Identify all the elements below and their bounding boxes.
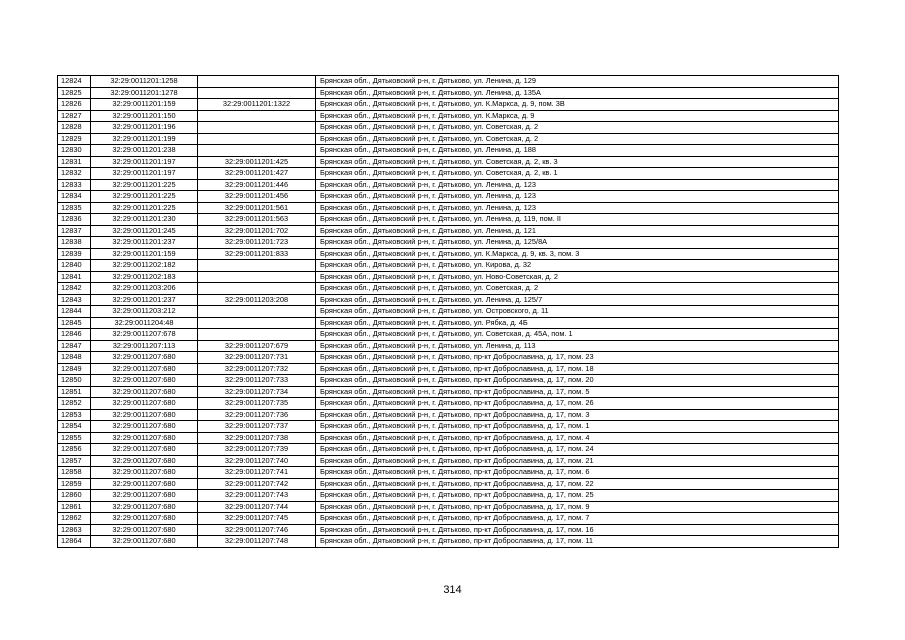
cadastral-number-cell: 32:29:0011207:680 bbox=[91, 375, 198, 387]
object-cadastral-number-cell: 32:29:0011201:427 bbox=[198, 168, 316, 180]
record-number-cell: 12852 bbox=[58, 398, 91, 410]
table-row bbox=[58, 179, 839, 191]
cadastral-number-cell: 32:29:0011201:159 bbox=[91, 248, 198, 260]
object-cadastral-number-cell: 32:29:0011207:746 bbox=[198, 524, 316, 536]
table-row bbox=[58, 478, 839, 490]
record-number-cell: 12864 bbox=[58, 536, 91, 548]
record-number-cell: 12841 bbox=[58, 271, 91, 283]
record-number-cell: 12846 bbox=[58, 329, 91, 341]
address-cell: Брянская обл., Дятьковский р-н, г. Дятьково, ул. Ленина, д. 188 bbox=[316, 145, 839, 157]
record-number-cell: 12855 bbox=[58, 432, 91, 444]
record-number-cell: 12857 bbox=[58, 455, 91, 467]
object-cadastral-number-cell: 32:29:0011207:743 bbox=[198, 490, 316, 502]
address-cell: Брянская обл., Дятьковский р-н, г. Дятьково, ул. Советская, д. 2, кв. 1 bbox=[316, 168, 839, 180]
object-cadastral-number-cell: 32:29:0011207:733 bbox=[198, 375, 316, 387]
address-cell: Брянская обл., Дятьковский р-н, г. Дятьково, ул. Советская, д. 2 bbox=[316, 133, 839, 145]
address-cell: Брянская обл., Дятьковский р-н, г. Дятьково, пр-кт Доброславина, д. 17, пом. 4 bbox=[316, 432, 839, 444]
table-row bbox=[58, 409, 839, 421]
object-cadastral-number-cell: 32:29:0011207:732 bbox=[198, 363, 316, 375]
table-row bbox=[58, 99, 839, 111]
address-cell: Брянская обл., Дятьковский р-н, г. Дятьково, ул. Ленина, д. 125/8А bbox=[316, 237, 839, 249]
address-cell: Брянская обл., Дятьковский р-н, г. Дятьково, ул. К.Маркса, д. 9, пом. 3В bbox=[316, 99, 839, 111]
cadastral-number-cell: 32:29:0011201:159 bbox=[91, 99, 198, 111]
object-cadastral-number-cell: 32:29:0011207:739 bbox=[198, 444, 316, 456]
record-number-cell: 12861 bbox=[58, 501, 91, 513]
cadastral-number-cell: 32:29:0011207:680 bbox=[91, 432, 198, 444]
address-cell: Брянская обл., Дятьковский р-н, г. Дятьково, пр-кт Доброславина, д. 17, пом. 24 bbox=[316, 444, 839, 456]
table-row bbox=[58, 536, 839, 548]
object-cadastral-number-cell: 32:29:0011207:744 bbox=[198, 501, 316, 513]
cadastral-number-cell: 32:29:0011201:237 bbox=[91, 294, 198, 306]
table-row bbox=[58, 168, 839, 180]
table-row bbox=[58, 191, 839, 203]
object-cadastral-number-cell: 32:29:0011207:737 bbox=[198, 421, 316, 433]
table-row bbox=[58, 329, 839, 341]
record-number-cell: 12825 bbox=[58, 87, 91, 99]
cadastral-number-cell: 32:29:0011201:225 bbox=[91, 202, 198, 214]
record-number-cell: 12839 bbox=[58, 248, 91, 260]
object-cadastral-number-cell bbox=[198, 271, 316, 283]
object-cadastral-number-cell: 32:29:0011201:561 bbox=[198, 202, 316, 214]
cadastral-number-cell: 32:29:0011207:680 bbox=[91, 386, 198, 398]
address-cell: Брянская обл., Дятьковский р-н, г. Дятьково, ул. Ленина, д. 123 bbox=[316, 202, 839, 214]
address-cell: Брянская обл., Дятьковский р-н, г. Дятьково, ул. Советская, д. 2 bbox=[316, 122, 839, 134]
record-number-cell: 12829 bbox=[58, 133, 91, 145]
cadastral-number-cell: 32:29:0011203:212 bbox=[91, 306, 198, 318]
table-row bbox=[58, 363, 839, 375]
address-cell: Брянская обл., Дятьковский р-н, г. Дятьково, пр-кт Доброславина, д. 17, пом. 1 bbox=[316, 421, 839, 433]
object-cadastral-number-cell: 32:29:0011201:425 bbox=[198, 156, 316, 168]
table-row bbox=[58, 432, 839, 444]
address-cell: Брянская обл., Дятьковский р-н, г. Дятьково, ул. Ленина, д. 113 bbox=[316, 340, 839, 352]
cadastral-number-cell: 32:29:0011201:196 bbox=[91, 122, 198, 134]
object-cadastral-number-cell: 32:29:0011201:833 bbox=[198, 248, 316, 260]
record-number-cell: 12844 bbox=[58, 306, 91, 318]
address-cell: Брянская обл., Дятьковский р-н, г. Дятьково, ул. К.Маркса, д. 9 bbox=[316, 110, 839, 122]
cadastral-number-cell: 32:29:0011207:680 bbox=[91, 467, 198, 479]
record-number-cell: 12831 bbox=[58, 156, 91, 168]
cadastral-number-cell: 32:29:0011204:48 bbox=[91, 317, 198, 329]
cadastral-number-cell: 32:29:0011207:680 bbox=[91, 455, 198, 467]
cadastral-number-cell: 32:29:0011202:183 bbox=[91, 271, 198, 283]
cadastral-number-cell: 32:29:0011207:678 bbox=[91, 329, 198, 341]
property-registry-table bbox=[57, 75, 839, 548]
address-cell: Брянская обл., Дятьковский р-н, г. Дятьково, ул. Ленина, д. 119, пом. II bbox=[316, 214, 839, 226]
object-cadastral-number-cell: 32:29:0011201:446 bbox=[198, 179, 316, 191]
address-cell: Брянская обл., Дятьковский р-н, г. Дятьково, пр-кт Доброславина, д. 17, пом. 22 bbox=[316, 478, 839, 490]
record-number-cell: 12851 bbox=[58, 386, 91, 398]
table-row bbox=[58, 294, 839, 306]
table-row bbox=[58, 421, 839, 433]
cadastral-number-cell: 32:29:0011202:182 bbox=[91, 260, 198, 272]
address-cell: Брянская обл., Дятьковский р-н, г. Дятьково, ул. Советская, д. 2 bbox=[316, 283, 839, 295]
table-row bbox=[58, 145, 839, 157]
cadastral-number-cell: 32:29:0011207:680 bbox=[91, 524, 198, 536]
cadastral-number-cell: 32:29:0011201:199 bbox=[91, 133, 198, 145]
cadastral-number-cell: 32:29:0011207:680 bbox=[91, 444, 198, 456]
table-row bbox=[58, 76, 839, 88]
table-row bbox=[58, 214, 839, 226]
object-cadastral-number-cell: 32:29:0011207:741 bbox=[198, 467, 316, 479]
table-row bbox=[58, 490, 839, 502]
record-number-cell: 12847 bbox=[58, 340, 91, 352]
record-number-cell: 12848 bbox=[58, 352, 91, 364]
cadastral-number-cell: 32:29:0011207:680 bbox=[91, 421, 198, 433]
address-cell: Брянская обл., Дятьковский р-н, г. Дятьково, ул. Ленина, д. 123 bbox=[316, 179, 839, 191]
record-number-cell: 12850 bbox=[58, 375, 91, 387]
table-row bbox=[58, 133, 839, 145]
cadastral-number-cell: 32:29:0011207:680 bbox=[91, 536, 198, 548]
object-cadastral-number-cell bbox=[198, 329, 316, 341]
cadastral-number-cell: 32:29:0011207:680 bbox=[91, 398, 198, 410]
registry-table-body bbox=[58, 76, 839, 548]
record-number-cell: 12827 bbox=[58, 110, 91, 122]
cadastral-number-cell: 32:29:0011201:225 bbox=[91, 191, 198, 203]
object-cadastral-number-cell: 32:29:0011207:748 bbox=[198, 536, 316, 548]
table-row bbox=[58, 513, 839, 525]
address-cell: Брянская обл., Дятьковский р-н, г. Дятьково, ул. Кирова, д. 32 bbox=[316, 260, 839, 272]
address-cell: Брянская обл., Дятьковский р-н, г. Дятьково, пр-кт Доброславина, д. 17, пом. 5 bbox=[316, 386, 839, 398]
record-number-cell: 12856 bbox=[58, 444, 91, 456]
record-number-cell: 12838 bbox=[58, 237, 91, 249]
table-row bbox=[58, 122, 839, 134]
record-number-cell: 12863 bbox=[58, 524, 91, 536]
address-cell: Брянская обл., Дятьковский р-н, г. Дятьково, ул. Советская, д. 2, кв. 3 bbox=[316, 156, 839, 168]
record-number-cell: 12842 bbox=[58, 283, 91, 295]
record-number-cell: 12862 bbox=[58, 513, 91, 525]
object-cadastral-number-cell: 32:29:0011201:456 bbox=[198, 191, 316, 203]
cadastral-number-cell: 32:29:0011203:206 bbox=[91, 283, 198, 295]
table-row bbox=[58, 156, 839, 168]
object-cadastral-number-cell: 32:29:0011201:1322 bbox=[198, 99, 316, 111]
record-number-cell: 12836 bbox=[58, 214, 91, 226]
object-cadastral-number-cell: 32:29:0011207:738 bbox=[198, 432, 316, 444]
table-row bbox=[58, 375, 839, 387]
address-cell: Брянская обл., Дятьковский р-н, г. Дятьково, ул. Ленина, д. 129 bbox=[316, 76, 839, 88]
address-cell: Брянская обл., Дятьковский р-н, г. Дятьково, ул. Ленина, д. 125/7 bbox=[316, 294, 839, 306]
cadastral-number-cell: 32:29:0011201:1258 bbox=[91, 76, 198, 88]
address-cell: Брянская обл., Дятьковский р-н, г. Дятьково, ул. К.Маркса, д. 9, кв. 3, пом. 3 bbox=[316, 248, 839, 260]
address-cell: Брянская обл., Дятьковский р-н, г. Дятьково, ул. Рябка, д. 4Б bbox=[316, 317, 839, 329]
table-row bbox=[58, 306, 839, 318]
record-number-cell: 12824 bbox=[58, 76, 91, 88]
address-cell: Брянская обл., Дятьковский р-н, г. Дятьково, пр-кт Доброславина, д. 17, пом. 3 bbox=[316, 409, 839, 421]
address-cell: Брянская обл., Дятьковский р-н, г. Дятьково, ул. Ленина, д. 123 bbox=[316, 191, 839, 203]
address-cell: Брянская обл., Дятьковский р-н, г. Дятьково, пр-кт Доброславина, д. 17, пом. 21 bbox=[316, 455, 839, 467]
record-number-cell: 12828 bbox=[58, 122, 91, 134]
cadastral-number-cell: 32:29:0011207:113 bbox=[91, 340, 198, 352]
table-row bbox=[58, 260, 839, 272]
object-cadastral-number-cell bbox=[198, 317, 316, 329]
address-cell: Брянская обл., Дятьковский р-н, г. Дятьково, пр-кт Доброславина, д. 17, пом. 25 bbox=[316, 490, 839, 502]
page-number: 314 bbox=[443, 584, 462, 596]
object-cadastral-number-cell bbox=[198, 110, 316, 122]
object-cadastral-number-cell bbox=[198, 87, 316, 99]
cadastral-number-cell: 32:29:0011201:237 bbox=[91, 237, 198, 249]
table-row bbox=[58, 386, 839, 398]
object-cadastral-number-cell bbox=[198, 306, 316, 318]
cadastral-number-cell: 32:29:0011207:680 bbox=[91, 501, 198, 513]
object-cadastral-number-cell: 32:29:0011207:679 bbox=[198, 340, 316, 352]
cadastral-number-cell: 32:29:0011201:230 bbox=[91, 214, 198, 226]
table-row bbox=[58, 110, 839, 122]
cadastral-number-cell: 32:29:0011201:245 bbox=[91, 225, 198, 237]
address-cell: Брянская обл., Дятьковский р-н, г. Дятьково, пр-кт Доброславина, д. 17, пом. 18 bbox=[316, 363, 839, 375]
record-number-cell: 12834 bbox=[58, 191, 91, 203]
object-cadastral-number-cell bbox=[198, 76, 316, 88]
record-number-cell: 12860 bbox=[58, 490, 91, 502]
table-row bbox=[58, 271, 839, 283]
table-row bbox=[58, 87, 839, 99]
cadastral-number-cell: 32:29:0011207:680 bbox=[91, 363, 198, 375]
address-cell: Брянская обл., Дятьковский р-н, г. Дятьково, пр-кт Доброславина, д. 17, пом. 6 bbox=[316, 467, 839, 479]
object-cadastral-number-cell: 32:29:0011207:734 bbox=[198, 386, 316, 398]
cadastral-number-cell: 32:29:0011207:680 bbox=[91, 490, 198, 502]
object-cadastral-number-cell: 32:29:0011207:731 bbox=[198, 352, 316, 364]
record-number-cell: 12840 bbox=[58, 260, 91, 272]
record-number-cell: 12837 bbox=[58, 225, 91, 237]
address-cell: Брянская обл., Дятьковский р-н, г. Дятьково, ул. Ново-Советская, д. 2 bbox=[316, 271, 839, 283]
table-row bbox=[58, 225, 839, 237]
cadastral-number-cell: 32:29:0011207:680 bbox=[91, 513, 198, 525]
record-number-cell: 12858 bbox=[58, 467, 91, 479]
address-cell: Брянская обл., Дятьковский р-н, г. Дятьково, пр-кт Доброславина, д. 17, пом. 11 bbox=[316, 536, 839, 548]
table-row bbox=[58, 501, 839, 513]
table-row bbox=[58, 202, 839, 214]
record-number-cell: 12853 bbox=[58, 409, 91, 421]
table-row bbox=[58, 352, 839, 364]
address-cell: Брянская обл., Дятьковский р-н, г. Дятьково, пр-кт Доброславина, д. 17, пом. 26 bbox=[316, 398, 839, 410]
cadastral-number-cell: 32:29:0011201:197 bbox=[91, 156, 198, 168]
object-cadastral-number-cell: 32:29:0011207:736 bbox=[198, 409, 316, 421]
cadastral-number-cell: 32:29:0011201:150 bbox=[91, 110, 198, 122]
object-cadastral-number-cell bbox=[198, 133, 316, 145]
cadastral-number-cell: 32:29:0011201:197 bbox=[91, 168, 198, 180]
object-cadastral-number-cell: 32:29:0011207:740 bbox=[198, 455, 316, 467]
record-number-cell: 12854 bbox=[58, 421, 91, 433]
record-number-cell: 12833 bbox=[58, 179, 91, 191]
record-number-cell: 12832 bbox=[58, 168, 91, 180]
address-cell: Брянская обл., Дятьковский р-н, г. Дятьково, пр-кт Доброславина, д. 17, пом. 9 bbox=[316, 501, 839, 513]
cadastral-number-cell: 32:29:0011207:680 bbox=[91, 478, 198, 490]
cadastral-number-cell: 32:29:0011201:1278 bbox=[91, 87, 198, 99]
record-number-cell: 12845 bbox=[58, 317, 91, 329]
object-cadastral-number-cell bbox=[198, 283, 316, 295]
table-row bbox=[58, 524, 839, 536]
table-row bbox=[58, 283, 839, 295]
table-row bbox=[58, 340, 839, 352]
object-cadastral-number-cell: 32:29:0011207:735 bbox=[198, 398, 316, 410]
record-number-cell: 12835 bbox=[58, 202, 91, 214]
table-row bbox=[58, 237, 839, 249]
address-cell: Брянская обл., Дятьковский р-н, г. Дятьково, пр-кт Доброславина, д. 17, пом. 7 bbox=[316, 513, 839, 525]
object-cadastral-number-cell: 32:29:0011201:723 bbox=[198, 237, 316, 249]
record-number-cell: 12830 bbox=[58, 145, 91, 157]
cadastral-number-cell: 32:29:0011201:225 bbox=[91, 179, 198, 191]
cadastral-number-cell: 32:29:0011207:680 bbox=[91, 352, 198, 364]
cadastral-number-cell: 32:29:0011201:238 bbox=[91, 145, 198, 157]
object-cadastral-number-cell: 32:29:0011201:702 bbox=[198, 225, 316, 237]
table-row bbox=[58, 467, 839, 479]
record-number-cell: 12826 bbox=[58, 99, 91, 111]
address-cell: Брянская обл., Дятьковский р-н, г. Дятьково, пр-кт Доброславина, д. 17, пом. 23 bbox=[316, 352, 839, 364]
address-cell: Брянская обл., Дятьковский р-н, г. Дятьково, ул. Ленина, д. 135А bbox=[316, 87, 839, 99]
object-cadastral-number-cell: 32:29:0011207:745 bbox=[198, 513, 316, 525]
record-number-cell: 12859 bbox=[58, 478, 91, 490]
object-cadastral-number-cell bbox=[198, 122, 316, 134]
table-row bbox=[58, 398, 839, 410]
address-cell: Брянская обл., Дятьковский р-н, г. Дятьково, ул. Островского, д. 11 bbox=[316, 306, 839, 318]
object-cadastral-number-cell: 32:29:0011203:208 bbox=[198, 294, 316, 306]
table-row bbox=[58, 455, 839, 467]
address-cell: Брянская обл., Дятьковский р-н, г. Дятьково, пр-кт Доброславина, д. 17, пом. 16 bbox=[316, 524, 839, 536]
address-cell: Брянская обл., Дятьковский р-н, г. Дятьково, пр-кт Доброславина, д. 17, пом. 20 bbox=[316, 375, 839, 387]
object-cadastral-number-cell: 32:29:0011207:742 bbox=[198, 478, 316, 490]
table-row bbox=[58, 248, 839, 260]
address-cell: Брянская обл., Дятьковский р-н, г. Дятьково, ул. Ленина, д. 121 bbox=[316, 225, 839, 237]
object-cadastral-number-cell: 32:29:0011201:563 bbox=[198, 214, 316, 226]
cadastral-number-cell: 32:29:0011207:680 bbox=[91, 409, 198, 421]
object-cadastral-number-cell bbox=[198, 145, 316, 157]
table-row bbox=[58, 444, 839, 456]
object-cadastral-number-cell bbox=[198, 260, 316, 272]
address-cell: Брянская обл., Дятьковский р-н, г. Дятьково, ул. Советская, д. 45А, пом. 1 bbox=[316, 329, 839, 341]
record-number-cell: 12843 bbox=[58, 294, 91, 306]
record-number-cell: 12849 bbox=[58, 363, 91, 375]
table-row bbox=[58, 317, 839, 329]
